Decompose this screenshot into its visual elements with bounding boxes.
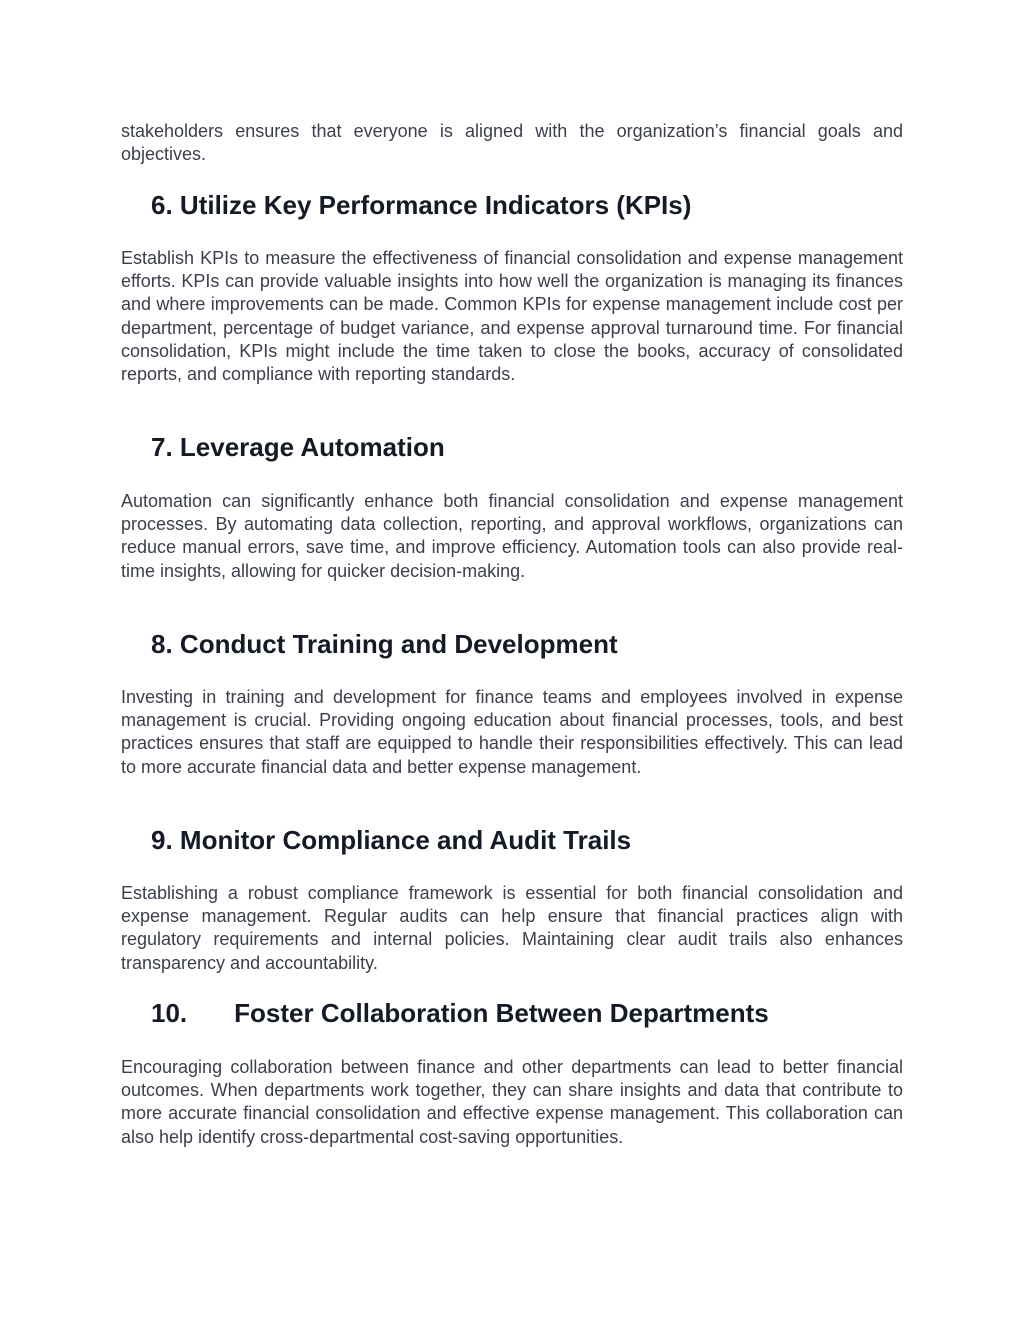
- heading-automation: [151, 432, 445, 462]
- heading-title: Utilize Key Performance Indicators (KPIs): [179, 190, 692, 220]
- paragraph-collaboration: Encouraging collaboration between finance and other departments can lead to better financial outcomes. When departments work together, they can share insights and data that contribute to more accurate financial consolidation and effective expense management. This collaboration can also help identify cross-departmental cost-saving opportunities.: [121, 1057, 903, 1147]
- heading-number: 9.: [151, 825, 173, 855]
- heading-training: [151, 629, 618, 659]
- heading-title: Monitor Compliance and Audit Trails: [179, 825, 632, 855]
- heading-number: 8.: [151, 629, 173, 659]
- heading-compliance: [151, 825, 631, 855]
- heading-title: Conduct Training and Development: [179, 629, 618, 659]
- heading-title: Leverage Automation: [179, 432, 445, 462]
- paragraph-automation: Automation can significantly enhance both financial consolidation and expense management processes. By automating data collection, reporting, and approval workflows, organizations can reduce manual errors, save time, and improve efficiency. Automation tools can also provide real-time insights, allowing for quicker decision-making.: [121, 491, 903, 581]
- heading-kpis: [151, 190, 691, 220]
- paragraph-compliance: Establishing a robust compliance framework is essential for both financial consolidation and expense management. Regular audits can help ensure that financial practices align with regulatory requirements and internal policies. Maintaining clear audit trails also enhances transparency and accountability.: [121, 883, 903, 973]
- heading-number: 6.: [151, 190, 173, 220]
- paragraph-kpis: Establish KPIs to measure the effectiveness of financial consolidation and expense management efforts. KPIs can provide valuable insights into how well the organization is managing its finances and where improvements can be made. Common KPIs for expense management include cost per department, percentage of budget variance, and expense approval turnaround time. For financial consolidation, KPIs might include the time taken to close the books, accuracy of consolidated reports, and compliance with reporting standards.: [121, 248, 903, 385]
- heading-number: 7.: [151, 432, 173, 462]
- intro-paragraph: stakeholders ensures that everyone is aligned with the organization’s financial goals and objectives.: [121, 121, 903, 165]
- paragraph-training: Investing in training and development for finance teams and employees involved in expense management is crucial. Providing ongoing education about financial processes, tools, and best practices ensures that staff are equipped to handle their responsibilities effectively. This can lead to more accurate financial data and better expense management.: [121, 687, 903, 777]
- heading-collaboration: [151, 998, 769, 1028]
- heading-number: 10.: [151, 998, 188, 1028]
- heading-title: Foster Collaboration Between Departments: [234, 998, 769, 1028]
